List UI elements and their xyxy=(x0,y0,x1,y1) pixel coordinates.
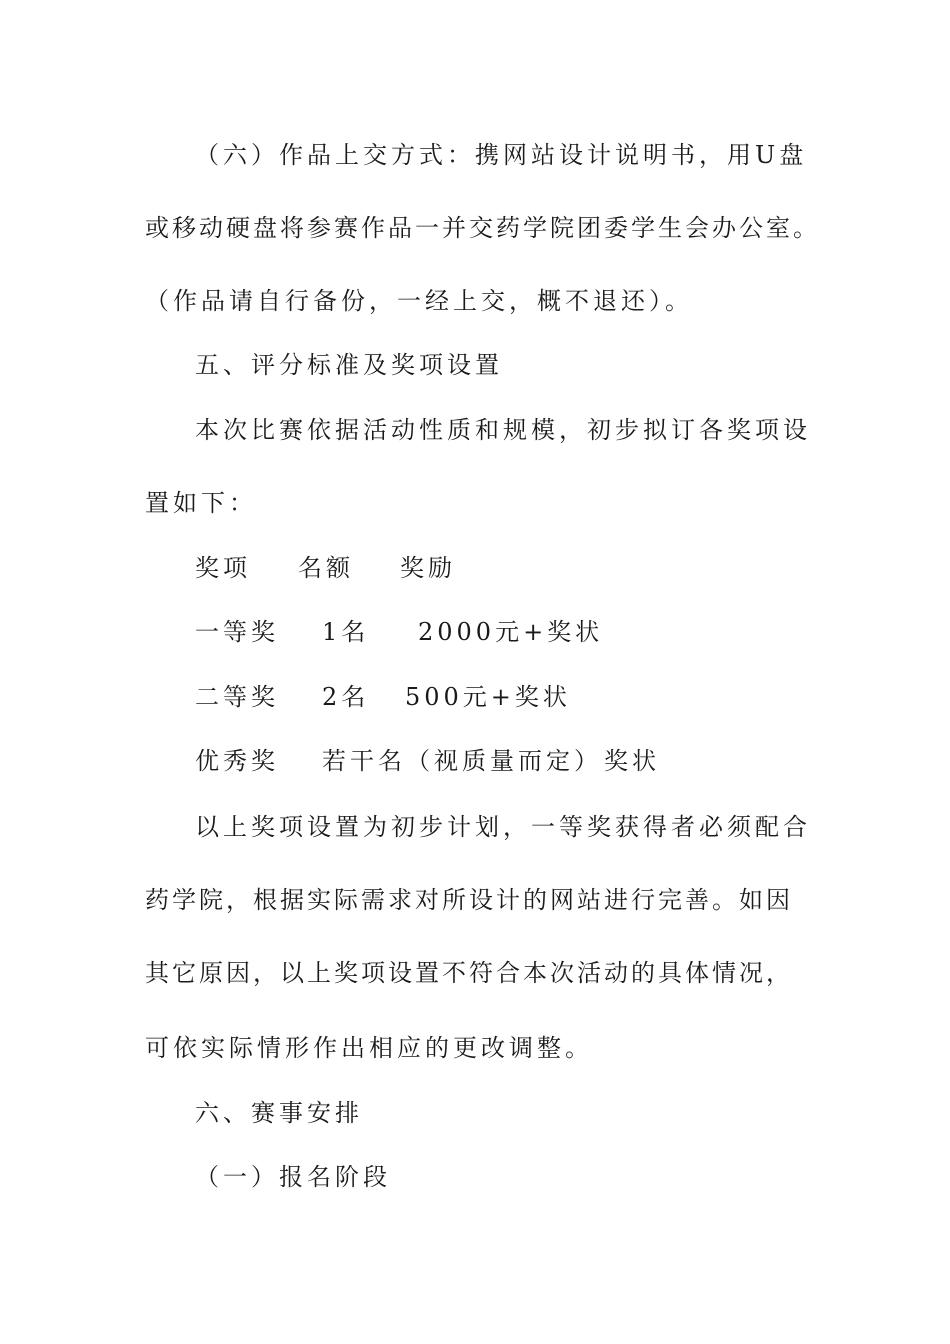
subsection-heading: （一）报名阶段 xyxy=(195,1163,391,1191)
awards-cell: 2名 xyxy=(322,683,370,711)
awards-cell: 若干名（视质量而定） xyxy=(322,747,602,775)
paragraph-line: 药学院，根据实际需求对所设计的网站进行完善。如因 xyxy=(145,886,793,914)
awards-cell: 优秀奖 xyxy=(195,747,279,775)
paragraph-line: 其它原因，以上奖项设置不符合本次活动的具体情况， xyxy=(145,959,793,987)
awards-header-cell: 奖励 xyxy=(400,554,456,582)
awards-cell: 2000元+奖状 xyxy=(418,618,604,646)
awards-cell: 一等奖 xyxy=(195,618,279,646)
paragraph-line: 置如下： xyxy=(145,489,257,517)
section-heading: 六、赛事安排 xyxy=(195,1099,363,1127)
awards-header-row xyxy=(0,553,950,583)
awards-header-cell: 奖项 xyxy=(195,554,251,582)
awards-header-cell: 名额 xyxy=(298,554,354,582)
awards-row xyxy=(0,746,950,776)
awards-cell: 二等奖 xyxy=(195,683,279,711)
paragraph-line: 可依实际情形作出相应的更改调整。 xyxy=(145,1034,593,1062)
awards-row xyxy=(0,617,950,647)
awards-row xyxy=(0,682,950,712)
paragraph-line: 或移动硬盘将参赛作品一并交药学院团委学生会办公室。 xyxy=(145,214,820,242)
section-heading: 五、评分标准及奖项设置 xyxy=(195,351,503,379)
awards-cell: 1名 xyxy=(322,618,370,646)
paragraph-line: （作品请自行备份，一经上交，概不退还）。 xyxy=(145,287,693,315)
awards-cell: 500元+奖状 xyxy=(405,683,571,711)
paragraph-line: 以上奖项设置为初步计划，一等奖获得者必须配合 xyxy=(195,813,811,841)
paragraph-line: （六）作品上交方式：携网站设计说明书，用U盘 xyxy=(195,141,808,169)
paragraph-line: 本次比赛依据活动性质和规模，初步拟订各奖项设 xyxy=(195,416,811,444)
awards-cell: 奖状 xyxy=(604,747,660,775)
